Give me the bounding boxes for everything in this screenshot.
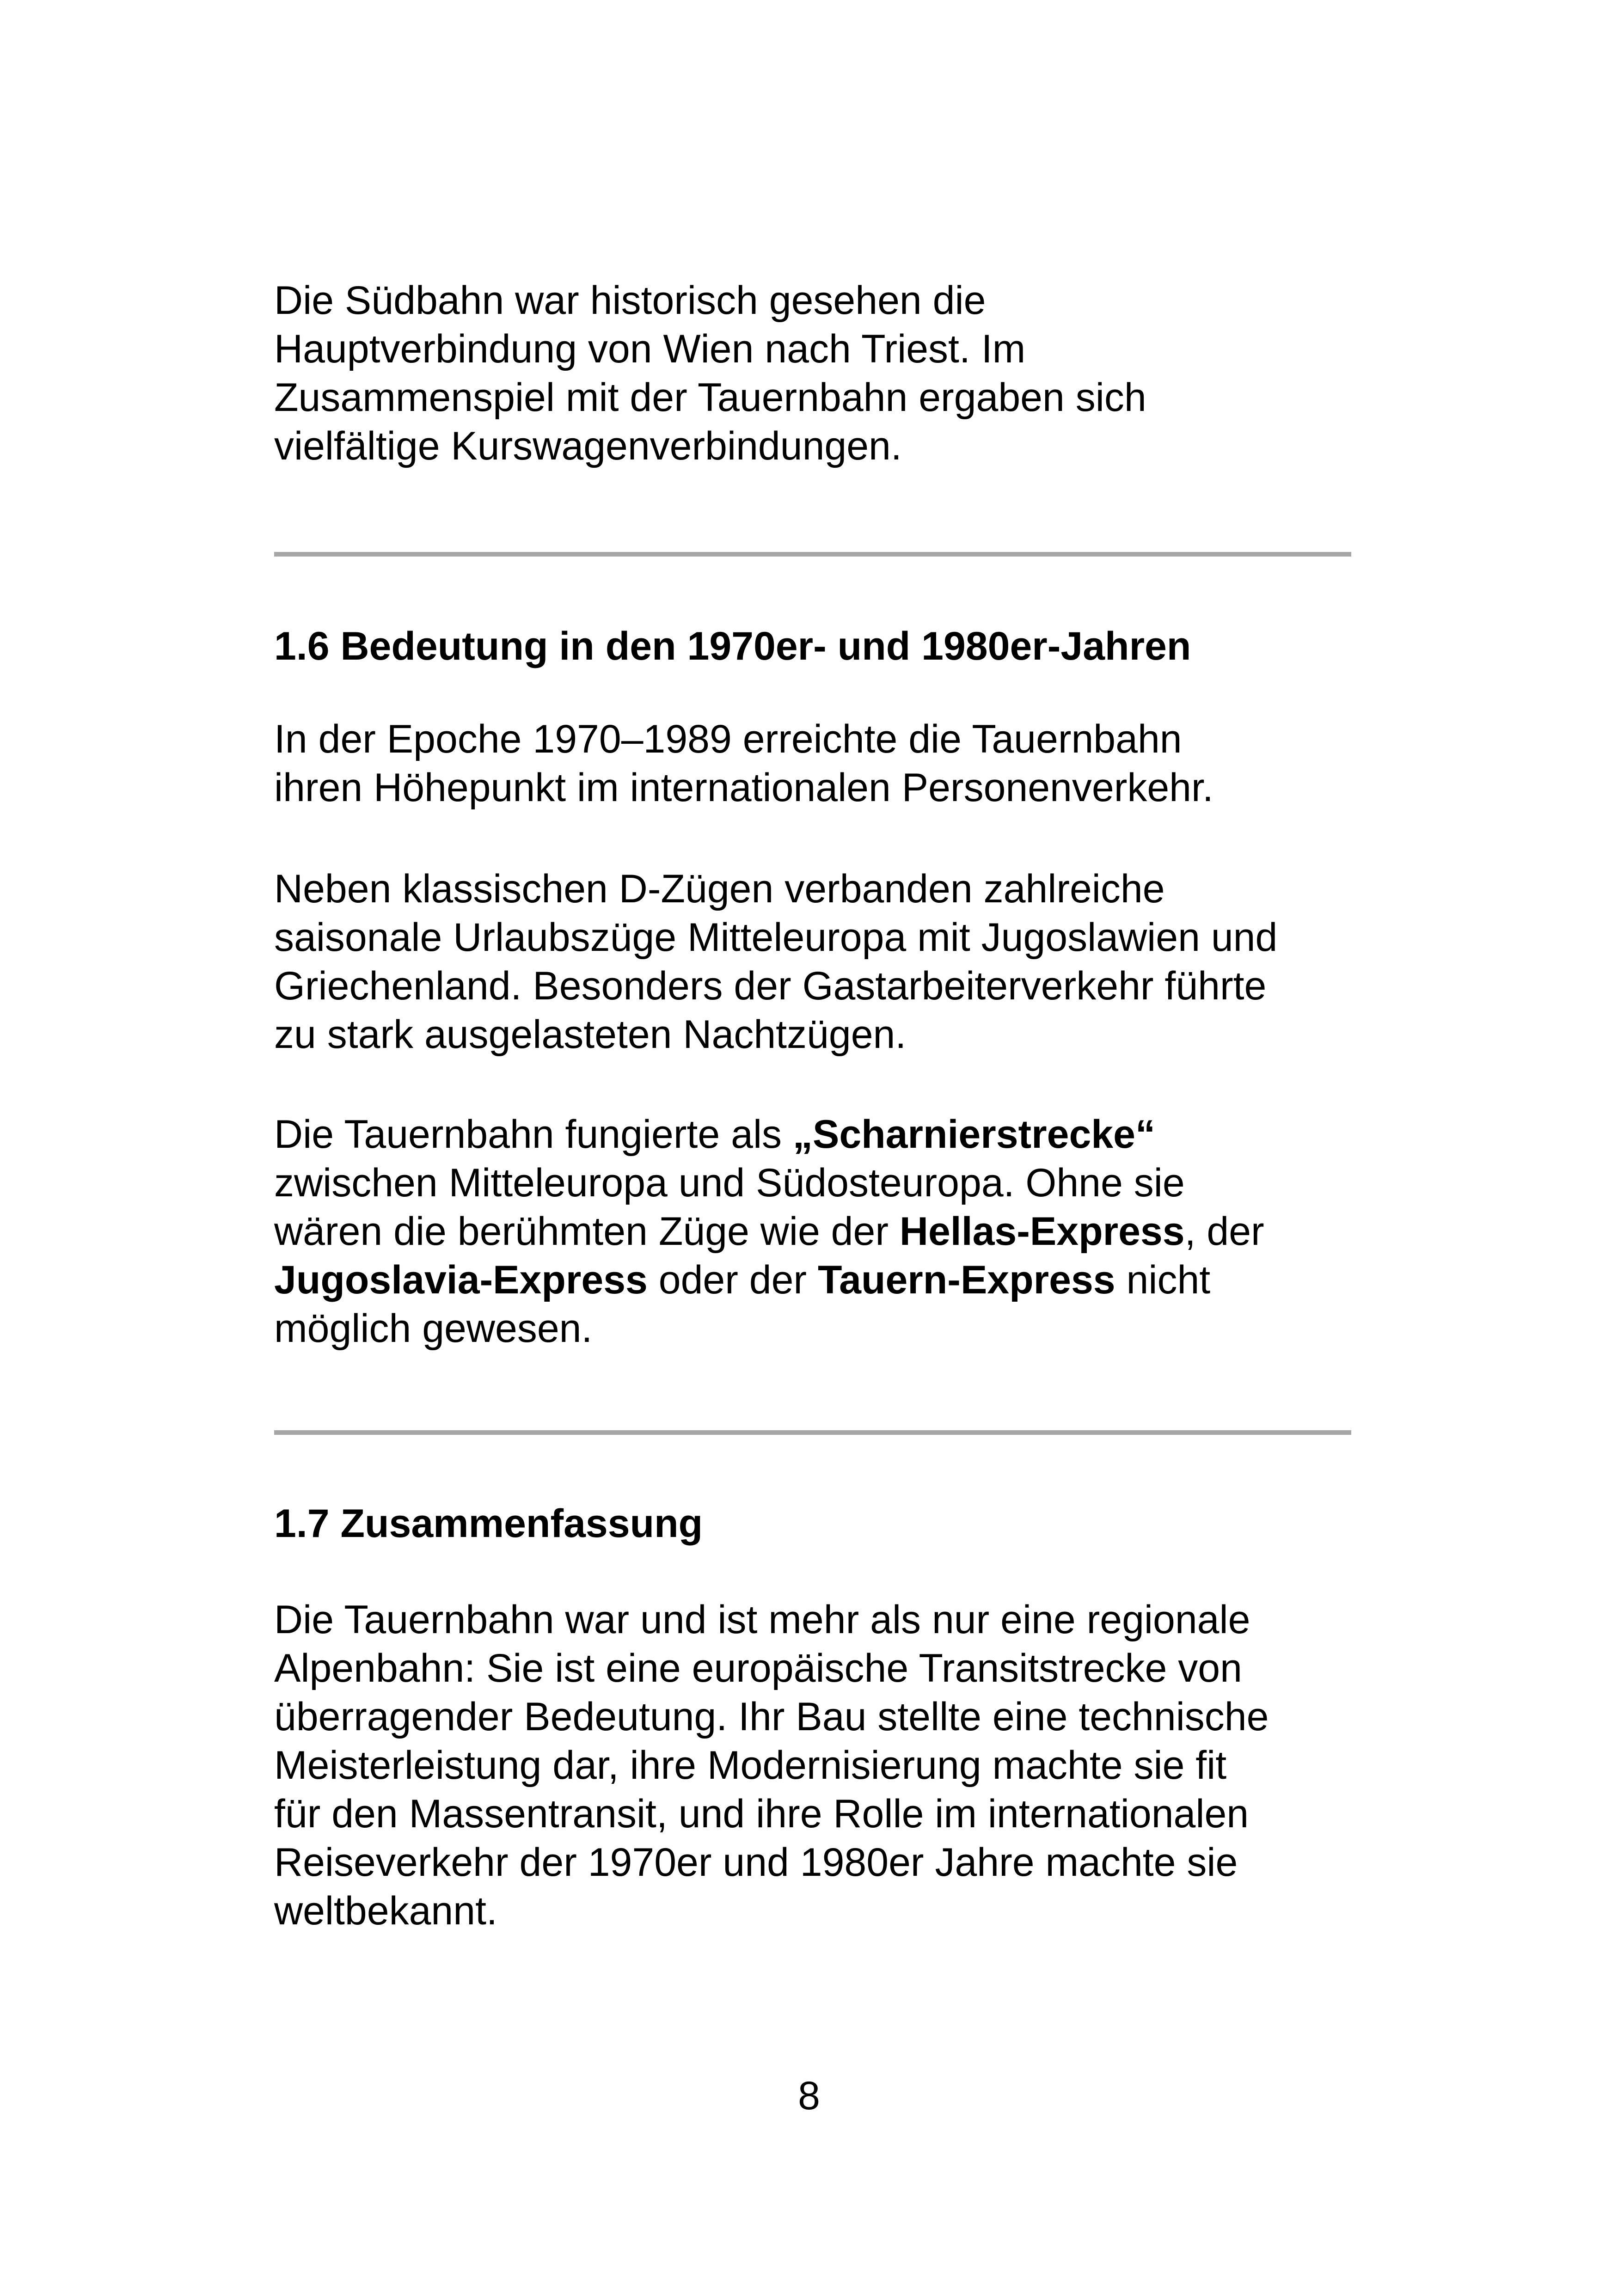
section-heading-1-7: 1.7 Zusammenfassung [274, 1501, 703, 1546]
bold-train-jugoslavia-express: Jugoslavia-Express [274, 1258, 648, 1302]
section-1-6-paragraph-2 [274, 865, 1351, 1059]
text-line: ihren Höhepunkt im internationalen Personenverkehr. [274, 765, 1214, 810]
text-line: Reiseverkehr der 1970er und 1980er Jahre machte sie [274, 1840, 1238, 1885]
text-line: für den Massentransit, und ihre Rolle im internationalen [274, 1792, 1249, 1836]
text-line: In der Epoche 1970–1989 erreichte die Tauernbahn [274, 717, 1182, 761]
section-1-7-paragraph [274, 1596, 1351, 1935]
inline-text: wären die berühmten Züge wie der [274, 1209, 900, 1254]
text-line: möglich gewesen. [274, 1306, 593, 1351]
text-line: zwischen Mitteleuropa und Südosteuropa. Ohne sie [274, 1161, 1185, 1205]
inline-text: oder der [647, 1258, 818, 1302]
inline-text: Die Tauernbahn fungierte als [274, 1112, 793, 1157]
text-line: saisonale Urlaubszüge Mitteleuropa mit Jugoslawien und [274, 915, 1278, 960]
bold-train-hellas-express: Hellas-Express [899, 1209, 1185, 1254]
text-line: weltbekannt. [274, 1889, 497, 1933]
inline-text: , der [1184, 1209, 1264, 1254]
section-heading-1-6: 1.6 Bedeutung in den 1970er- und 1980er-Jahren [274, 624, 1191, 668]
text-line: Griechenland. Besonders der Gastarbeiterverkehr führte [274, 964, 1267, 1008]
text-line: überragender Bedeutung. Ihr Bau stellte eine technische [274, 1695, 1269, 1739]
text-line: Die Tauernbahn war und ist mehr als nur eine regionale [274, 1598, 1250, 1642]
section-1-6-paragraph-1 [274, 715, 1351, 812]
text-line: Zusammenspiel mit der Tauernbahn ergaben sich [274, 375, 1146, 420]
text-line: Die Südbahn war historisch gesehen die [274, 278, 986, 323]
text-line [274, 1110, 1351, 1159]
bold-train-tauern-express: Tauern-Express [817, 1258, 1115, 1302]
intro-paragraph [274, 276, 1351, 471]
section-1-6-paragraph-3 [274, 1110, 1351, 1353]
text-line: Neben klassischen D-Zügen verbanden zahlreiche [274, 867, 1165, 911]
bold-term-scharnierstrecke: „Scharnierstrecke“ [792, 1112, 1155, 1157]
section-divider [274, 1430, 1351, 1435]
text-line: Alpenbahn: Sie ist eine europäische Transitstrecke von [274, 1646, 1242, 1690]
text-line: Hauptverbindung von Wien nach Triest. Im [274, 327, 1026, 371]
inline-text: nicht [1115, 1258, 1211, 1302]
text-line [274, 1256, 1351, 1304]
section-divider [274, 552, 1351, 557]
text-line [274, 1207, 1351, 1256]
text-line: Meisterleistung dar, ihre Modernisierung machte sie fit [274, 1743, 1227, 1788]
page-number: 8 [798, 2074, 820, 2118]
text-line: vielfältige Kurswagenverbindungen. [274, 424, 902, 468]
text-line: zu stark ausgelasteten Nachtzügen. [274, 1012, 907, 1057]
